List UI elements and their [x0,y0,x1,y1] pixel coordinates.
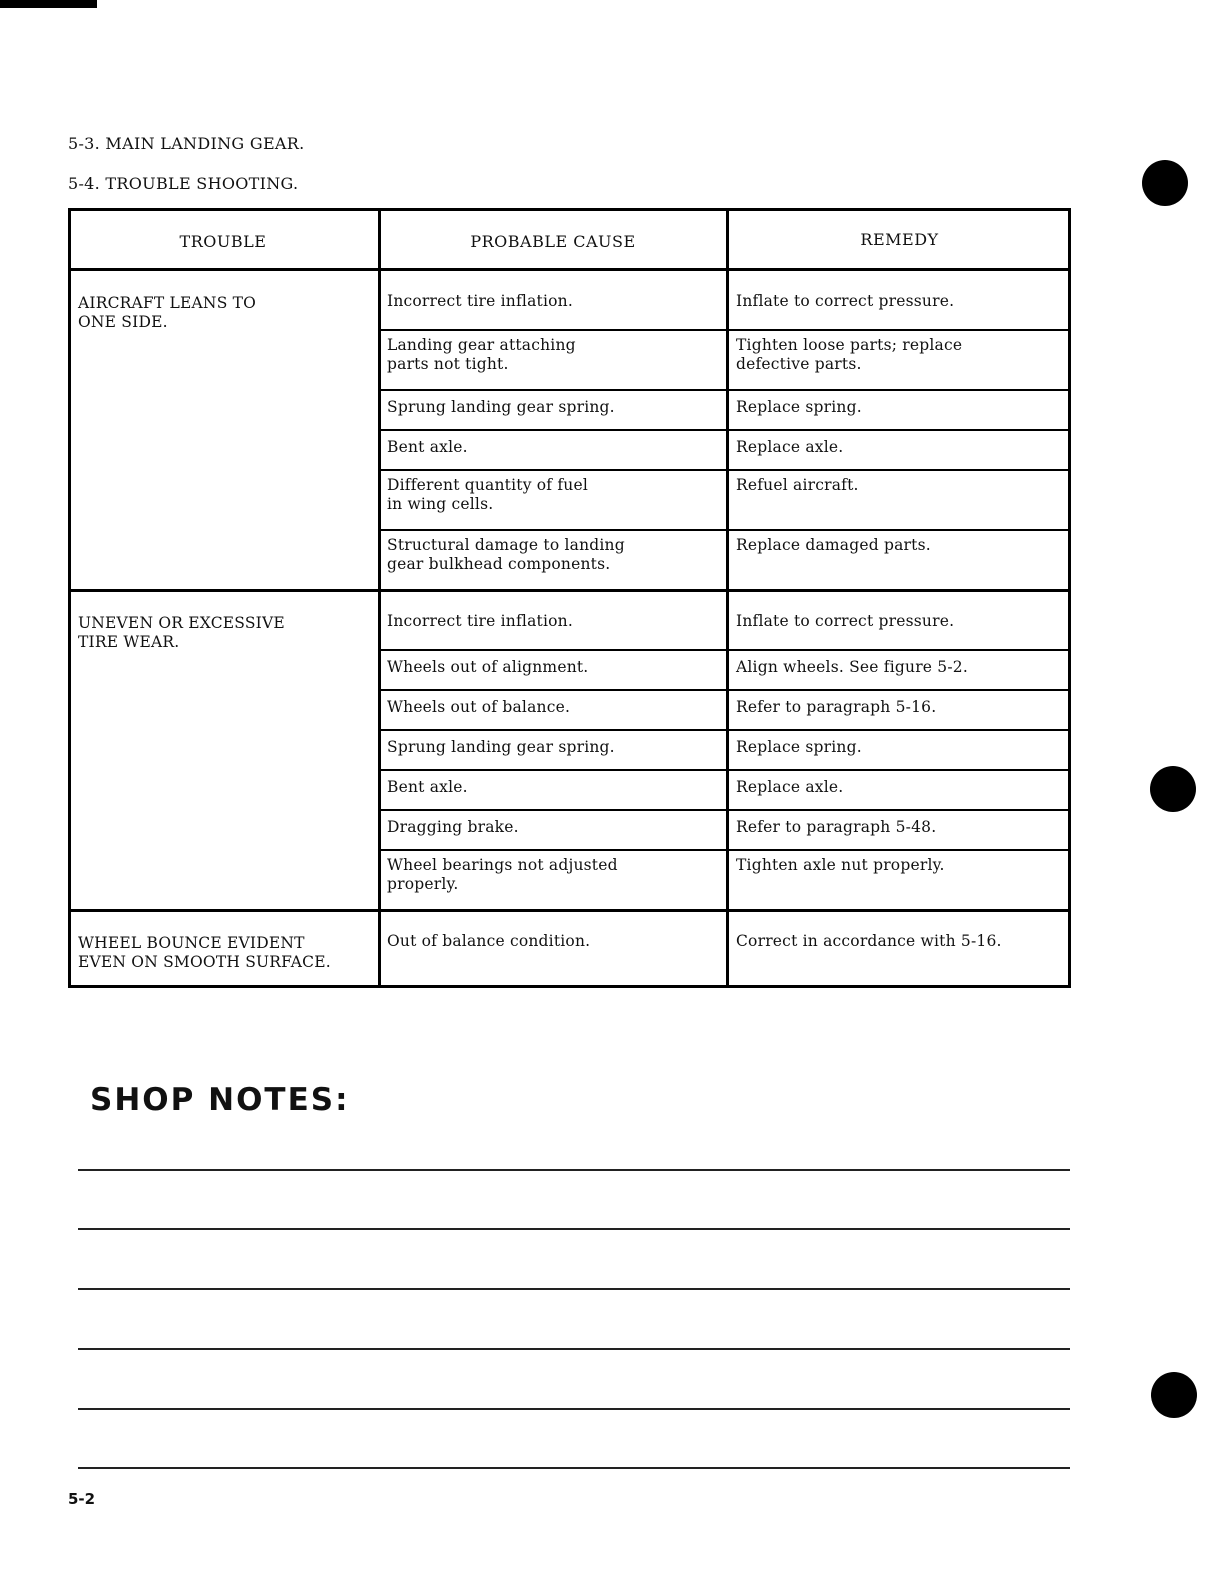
row-separator [378,689,1071,691]
section-heading-trouble-shooting: 5-4. TROUBLE SHOOTING. [68,174,299,193]
note-line [78,1467,1070,1469]
cause-cell: Bent axle. [387,778,468,796]
cause-cell: Wheels out of balance. [387,698,571,716]
top-edge-bar [0,0,97,8]
remedy-cell: Align wheels. See figure 5-2. [736,658,968,676]
row-separator [378,529,1071,531]
cause-cell: Sprung landing gear spring. [387,738,615,756]
group-separator [68,909,1071,912]
remedy-cell: Tighten loose parts; replace defective parts. [736,336,963,373]
row-separator [378,389,1071,391]
trouble-cell: UNEVEN OR EXCESSIVE TIRE WEAR. [78,614,285,651]
row-separator [378,769,1071,771]
table-border-left [68,208,71,988]
header-probable-cause: PROBABLE CAUSE [470,232,636,251]
header-remedy: REMEDY [860,230,939,249]
remedy-cell: Replace damaged parts. [736,536,931,554]
remedy-cell: Tighten axle nut properly. [736,856,945,874]
remedy-cell: Refuel aircraft. [736,476,859,494]
page-number: 5-2 [68,1490,96,1508]
note-line [78,1228,1070,1230]
cause-cell: Incorrect tire inflation. [387,292,573,310]
remedy-cell: Replace axle. [736,778,844,796]
column-divider [726,208,729,988]
header-separator [68,268,1071,271]
binder-hole-middle [1150,766,1196,812]
row-separator [378,469,1071,471]
remedy-cell: Replace axle. [736,438,844,456]
remedy-cell: Inflate to correct pressure. [736,292,955,310]
remedy-cell: Correct in accordance with 5-16. [736,932,1002,950]
table-border-top [68,208,1071,211]
cause-cell: Wheel bearings not adjusted properly. [387,856,618,893]
row-separator [378,729,1071,731]
remedy-cell: Inflate to correct pressure. [736,612,955,630]
cause-cell: Bent axle. [387,438,468,456]
row-separator [378,329,1071,331]
trouble-cell: AIRCRAFT LEANS TO ONE SIDE. [78,294,257,331]
binder-hole-top [1142,160,1188,206]
remedy-cell: Replace spring. [736,398,862,416]
group-separator [68,589,1071,592]
cause-cell: Incorrect tire inflation. [387,612,573,630]
shop-notes-title: SHOP NOTES: [90,1082,350,1118]
cause-cell: Sprung landing gear spring. [387,398,615,416]
cause-cell: Wheels out of alignment. [387,658,589,676]
remedy-cell: Refer to paragraph 5-48. [736,818,937,836]
troubleshooting-table [68,208,1071,988]
remedy-cell: Replace spring. [736,738,862,756]
cause-cell: Out of balance condition. [387,932,591,950]
row-separator [378,849,1071,851]
column-divider [378,208,381,988]
cause-cell: Structural damage to landing gear bulkhead components. [387,536,625,573]
section-heading-main-landing-gear: 5-3. MAIN LANDING GEAR. [68,134,305,153]
table-border-right [1068,208,1071,988]
note-line [78,1169,1070,1171]
note-line [78,1288,1070,1290]
cause-cell: Dragging brake. [387,818,519,836]
row-separator [378,809,1071,811]
table-border-bottom [68,985,1071,988]
remedy-cell: Refer to paragraph 5-16. [736,698,937,716]
note-line [78,1408,1070,1410]
binder-hole-bottom [1151,1372,1197,1418]
row-separator [378,649,1071,651]
header-trouble: TROUBLE [179,232,267,251]
cause-cell: Different quantity of fuel in wing cells. [387,476,589,513]
trouble-cell: WHEEL BOUNCE EVIDENT EVEN ON SMOOTH SURFACE. [78,934,331,971]
row-separator [378,429,1071,431]
cause-cell: Landing gear attaching parts not tight. [387,336,576,373]
note-line [78,1348,1070,1350]
